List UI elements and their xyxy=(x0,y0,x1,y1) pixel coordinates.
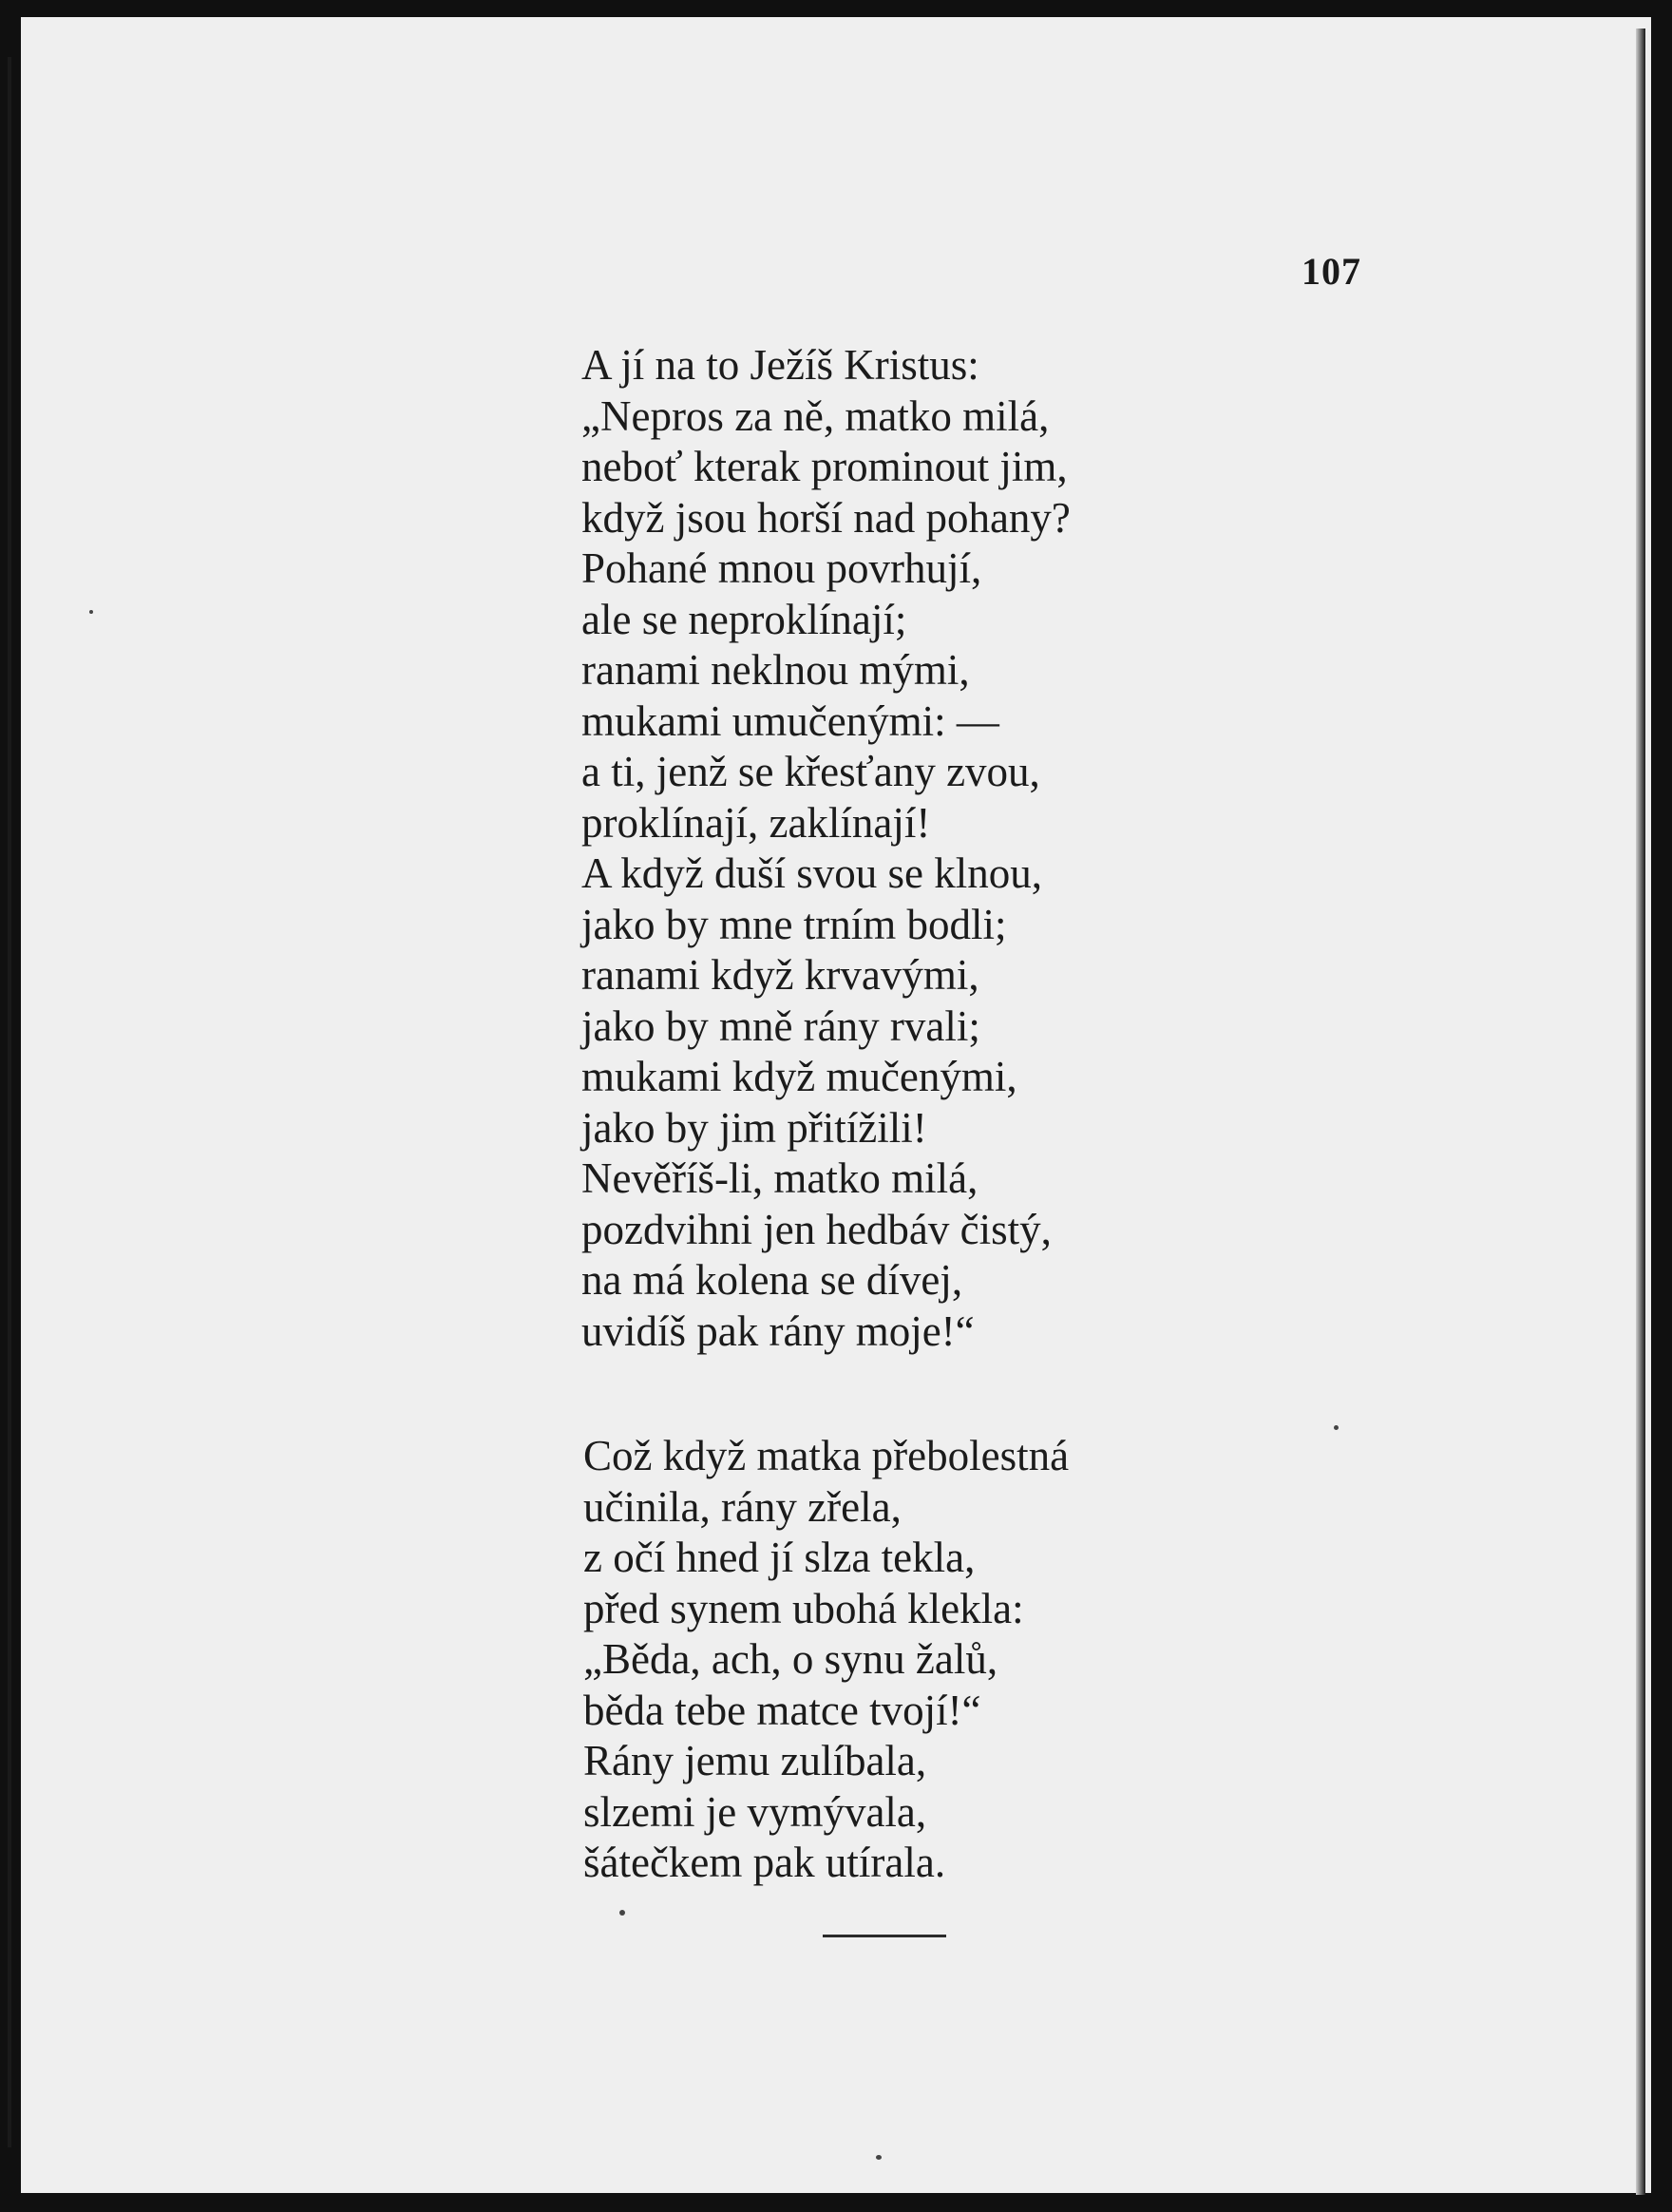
verse-line: šátečkem pak utírala. xyxy=(583,1839,946,1886)
stanza-1 xyxy=(581,340,1071,1357)
verse-line: pozdvihni jen hedbáv čistý, xyxy=(581,1205,1052,1253)
verse-line: mukami když mučenými, xyxy=(581,1053,1017,1100)
verse-line: Nevěříš-li, matko milá, xyxy=(581,1154,978,1202)
verse-line: na má kolena se dívej, xyxy=(581,1256,963,1304)
verse-line: učinila, rány zřela, xyxy=(583,1482,902,1531)
page-right-edge xyxy=(1636,29,1645,2195)
verse-line: neboť kterak prominout jim, xyxy=(581,443,1068,490)
verse-line: když jsou horší nad pohany? xyxy=(581,493,1071,542)
verse-line: Což když matka přebolestná xyxy=(583,1432,1070,1479)
page-number: 107 xyxy=(1302,250,1361,293)
page-binding-edge xyxy=(8,57,11,2147)
verse-line: mukami umučenými: — xyxy=(581,696,999,745)
verse-line: slzemi je vymývala, xyxy=(583,1787,927,1836)
verse-line: jako by jim přitížili! xyxy=(581,1103,927,1152)
verse-line: A když duší svou se klnou, xyxy=(581,849,1043,897)
verse-line: ranami neklnou mými, xyxy=(581,646,970,694)
verse-line: z očí hned jí slza tekla, xyxy=(583,1534,976,1581)
verse-line: před synem ubohá klekla: xyxy=(583,1584,1024,1632)
print-speck xyxy=(1334,1425,1339,1430)
verse-line: „Běda, ach, o synu žalů, xyxy=(583,1635,998,1683)
section-end-rule xyxy=(823,1935,946,1937)
verse-line: běda tebe matce tvojí!“ xyxy=(583,1686,981,1734)
verse-line: Rány jemu zulíbala, xyxy=(583,1737,927,1784)
verse-line: Pohané mnou povrhují, xyxy=(581,544,982,592)
verse-line: jako by mne trním bodli; xyxy=(581,900,1007,948)
verse-line: „Nepros za ně, matko milá, xyxy=(581,391,1050,440)
verse-line: ale se neproklínají; xyxy=(581,595,907,643)
verse-line: jako by mně rány rvali; xyxy=(581,1001,980,1050)
print-speck xyxy=(876,2155,882,2160)
stanza-2 xyxy=(583,1431,1069,1889)
verse-line: a ti, jenž se křesťany zvou, xyxy=(581,748,1040,795)
verse-line: A jí na to Ježíš Kristus: xyxy=(581,341,979,389)
verse-line: ranami když krvavými, xyxy=(581,951,979,999)
print-speck xyxy=(619,1910,625,1916)
verse-line: proklínají, zaklínají! xyxy=(581,798,931,847)
verse-line: uvidíš pak rány moje!“ xyxy=(581,1306,975,1355)
print-speck xyxy=(89,610,93,614)
